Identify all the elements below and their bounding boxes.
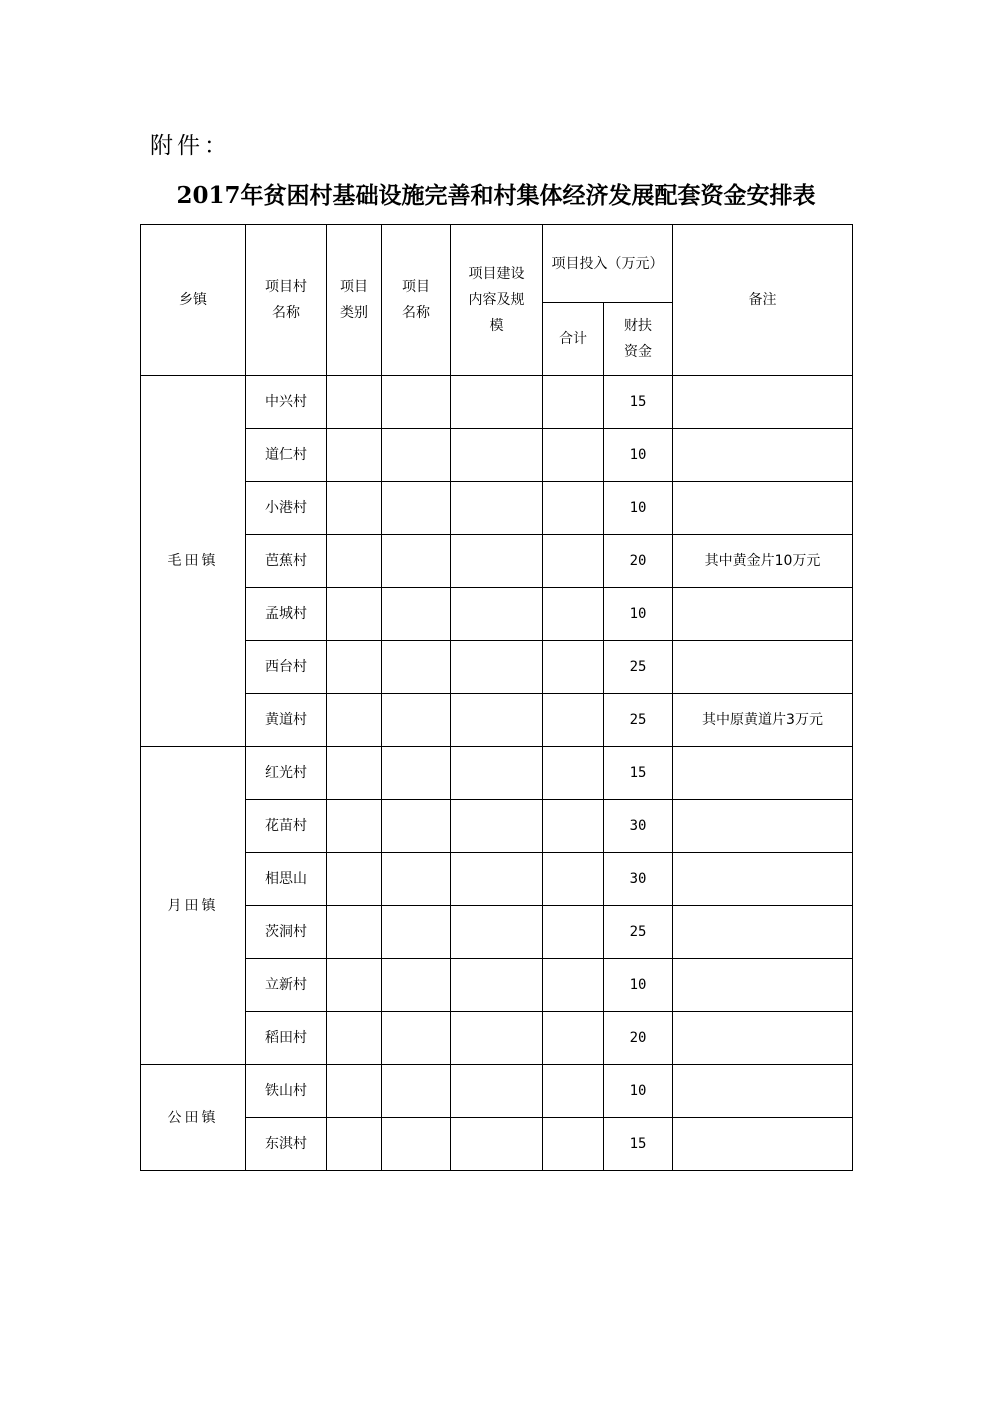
category-cell xyxy=(327,853,382,906)
allocation-table xyxy=(140,224,853,1171)
table-row xyxy=(141,535,853,588)
content-cell xyxy=(451,588,543,641)
project-name-cell xyxy=(382,429,451,482)
header-investment: 项目投入（万元） xyxy=(543,225,673,303)
header-content-line3: 模 xyxy=(489,318,504,334)
remarks-cell xyxy=(673,800,853,853)
total-cell xyxy=(543,959,604,1012)
project-name-cell xyxy=(382,800,451,853)
table-row xyxy=(141,959,853,1012)
table-row xyxy=(141,482,853,535)
header-project-name-line2: 名称 xyxy=(402,305,430,321)
header-content-scale xyxy=(451,225,543,376)
content-cell xyxy=(451,853,543,906)
header-content-line2: 内容及规 xyxy=(468,292,525,308)
fund-cell: 25 xyxy=(604,641,673,694)
total-cell xyxy=(543,588,604,641)
table-row xyxy=(141,747,853,800)
category-cell xyxy=(327,1118,382,1171)
header-category-line2: 类别 xyxy=(340,305,368,321)
category-cell xyxy=(327,1012,382,1065)
category-cell xyxy=(327,482,382,535)
remarks-cell xyxy=(673,482,853,535)
header-category-line1: 项目 xyxy=(340,279,368,295)
project-name-cell xyxy=(382,1065,451,1118)
content-cell xyxy=(451,906,543,959)
fund-cell: 10 xyxy=(604,429,673,482)
content-cell xyxy=(451,800,543,853)
remarks-cell xyxy=(673,1065,853,1118)
remarks-cell xyxy=(673,853,853,906)
total-cell xyxy=(543,376,604,429)
village-cell: 孟城村 xyxy=(246,588,327,641)
project-name-cell xyxy=(382,641,451,694)
header-project-name-line1: 项目 xyxy=(402,279,430,295)
project-name-cell xyxy=(382,694,451,747)
fund-cell: 15 xyxy=(604,747,673,800)
project-name-cell xyxy=(382,482,451,535)
content-cell xyxy=(451,694,543,747)
content-cell xyxy=(451,959,543,1012)
fund-cell: 15 xyxy=(604,1118,673,1171)
header-fund xyxy=(604,303,673,376)
category-cell xyxy=(327,906,382,959)
header-total: 合计 xyxy=(543,303,604,376)
village-cell: 道仁村 xyxy=(246,429,327,482)
project-name-cell xyxy=(382,535,451,588)
remarks-cell xyxy=(673,959,853,1012)
township-cell: 月田镇 xyxy=(141,747,246,1065)
fund-cell: 10 xyxy=(604,588,673,641)
remarks-cell xyxy=(673,588,853,641)
content-cell xyxy=(451,1065,543,1118)
table-row xyxy=(141,694,853,747)
category-cell xyxy=(327,588,382,641)
table-row xyxy=(141,641,853,694)
content-cell xyxy=(451,1118,543,1171)
remarks-cell: 其中原黄道片3万元 xyxy=(673,694,853,747)
table-row xyxy=(141,800,853,853)
project-name-cell xyxy=(382,588,451,641)
category-cell xyxy=(327,535,382,588)
remarks-cell xyxy=(673,429,853,482)
total-cell xyxy=(543,1118,604,1171)
category-cell xyxy=(327,376,382,429)
township-cell: 毛田镇 xyxy=(141,376,246,747)
village-cell: 铁山村 xyxy=(246,1065,327,1118)
content-cell xyxy=(451,641,543,694)
fund-cell: 20 xyxy=(604,535,673,588)
table-row xyxy=(141,1065,853,1118)
township-cell: 公田镇 xyxy=(141,1065,246,1171)
village-cell: 相思山 xyxy=(246,853,327,906)
project-name-cell xyxy=(382,906,451,959)
fund-cell: 25 xyxy=(604,694,673,747)
content-cell xyxy=(451,482,543,535)
header-village-name xyxy=(246,225,327,376)
fund-cell: 30 xyxy=(604,853,673,906)
village-cell: 红光村 xyxy=(246,747,327,800)
category-cell xyxy=(327,959,382,1012)
fund-cell: 10 xyxy=(604,959,673,1012)
remarks-cell: 其中黄金片10万元 xyxy=(673,535,853,588)
attachment-label: 附件： xyxy=(150,133,231,159)
total-cell xyxy=(543,641,604,694)
fund-cell: 25 xyxy=(604,906,673,959)
header-fund-line1: 财扶 xyxy=(624,318,652,334)
content-cell xyxy=(451,747,543,800)
project-name-cell xyxy=(382,1118,451,1171)
header-project-name xyxy=(382,225,451,376)
header-township: 乡镇 xyxy=(141,225,246,376)
table-row xyxy=(141,588,853,641)
content-cell xyxy=(451,429,543,482)
fund-cell: 15 xyxy=(604,376,673,429)
village-cell: 中兴村 xyxy=(246,376,327,429)
project-name-cell xyxy=(382,376,451,429)
header-remarks: 备注 xyxy=(673,225,853,376)
category-cell xyxy=(327,800,382,853)
village-cell: 小港村 xyxy=(246,482,327,535)
total-cell xyxy=(543,694,604,747)
village-cell: 茨洞村 xyxy=(246,906,327,959)
header-content-line1: 项目建设 xyxy=(468,266,525,282)
table-row xyxy=(141,376,853,429)
content-cell xyxy=(451,1012,543,1065)
village-cell: 东淇村 xyxy=(246,1118,327,1171)
project-name-cell xyxy=(382,959,451,1012)
category-cell xyxy=(327,694,382,747)
header-village-line1: 项目村 xyxy=(265,279,307,295)
total-cell xyxy=(543,535,604,588)
category-cell xyxy=(327,747,382,800)
project-name-cell xyxy=(382,853,451,906)
fund-cell: 10 xyxy=(604,482,673,535)
category-cell xyxy=(327,641,382,694)
header-row-1 xyxy=(141,225,853,303)
total-cell xyxy=(543,1065,604,1118)
project-name-cell xyxy=(382,747,451,800)
table-row xyxy=(141,429,853,482)
total-cell xyxy=(543,800,604,853)
category-cell xyxy=(327,1065,382,1118)
remarks-cell xyxy=(673,1118,853,1171)
remarks-cell xyxy=(673,1012,853,1065)
total-cell xyxy=(543,482,604,535)
total-cell xyxy=(543,906,604,959)
content-cell xyxy=(451,535,543,588)
fund-cell: 10 xyxy=(604,1065,673,1118)
remarks-cell xyxy=(673,641,853,694)
fund-cell: 30 xyxy=(604,800,673,853)
table-row xyxy=(141,1118,853,1171)
table-row xyxy=(141,853,853,906)
total-cell xyxy=(543,853,604,906)
content-cell xyxy=(451,376,543,429)
fund-cell: 20 xyxy=(604,1012,673,1065)
header-fund-line2: 资金 xyxy=(624,344,652,360)
remarks-cell xyxy=(673,747,853,800)
village-cell: 花苗村 xyxy=(246,800,327,853)
table-row xyxy=(141,906,853,959)
total-cell xyxy=(543,429,604,482)
document-title: 2017年贫困村基础设施完善和村集体经济发展配套资金安排表 xyxy=(176,182,816,209)
category-cell xyxy=(327,429,382,482)
header-village-line2: 名称 xyxy=(272,305,300,321)
village-cell: 立新村 xyxy=(246,959,327,1012)
village-cell: 芭蕉村 xyxy=(246,535,327,588)
remarks-cell xyxy=(673,906,853,959)
table-row xyxy=(141,1012,853,1065)
total-cell xyxy=(543,747,604,800)
village-cell: 稻田村 xyxy=(246,1012,327,1065)
village-cell: 西台村 xyxy=(246,641,327,694)
total-cell xyxy=(543,1012,604,1065)
header-category xyxy=(327,225,382,376)
project-name-cell xyxy=(382,1012,451,1065)
village-cell: 黄道村 xyxy=(246,694,327,747)
remarks-cell xyxy=(673,376,853,429)
